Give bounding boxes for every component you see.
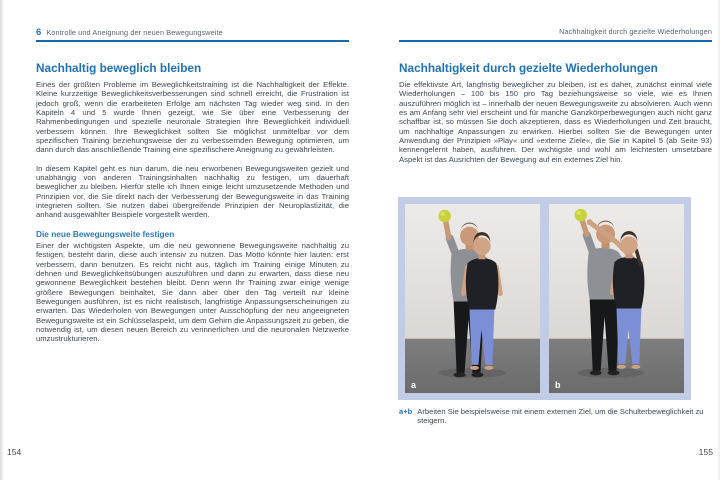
figure-caption-text: Arbeiten Sie beispielsweise mit einem externen Ziel, um die Schulterbeweglichkeit zu steigern. — [417, 407, 704, 426]
left-paragraph-2: In diesem Kapitel geht es nun darum, die neu erworbenen Bewegungsweiten gezielt und unabhängig von anderen Trainingsinhalten nachhaltig zu festigen, um dauerhaft beweglicher zu bleiben. Hierfür stelle ich Ihnen einige leicht umzusetzende Methoden und Prinzipien vor, die Sie direkt nach der Verbesserung der Bewegungsweite in das Training integrieren sollten. Sie nutzen dabei übergreifende Prinzipien der Neuroplastizität, die anhand ausgewählter Beispiele vorgestellt werden. — [36, 163, 349, 220]
right-section-title: Nachhaltigkeit durch gezielte Wiederholungen — [399, 61, 658, 75]
right-paragraph-1: Die effektivste Art, langfristig beweglicher zu bleiben, ist es daher, zunächst einmal viele Wiederholungen – 100 bis 150 pro Tag beziehungsweise so viele, wie es Ihnen auszuführen möglich ist – innerhalb der neuen Bewegungsweite zu absolvieren. Auch wenn es am Anfang sehr viel erscheint und für manche Ganzkörperbewegungen auch nicht ganz schaffbar ist, so müssen Sie doch akzeptieren, dass es Wiederholungen und Zeit braucht, um nachhaltige Anpassungen zu erwirken. Hierbei sollten Sie die Bewegungen unter Anwendung der Prinzipien »Play« und »externe Ziele«, die Sie in Kapitel 5 (ab Seite 93) kennengelernt haben, ausführen. Der wichtigste und wohl am leichtesten umsetzbare Aspekt ist das Ausrichten der Bewegung auf ein externes Ziel hin. — [399, 80, 712, 164]
chapter-number: 6 — [36, 27, 42, 38]
photo-b-illustration — [549, 204, 684, 393]
right-running-head-title: Nachhaltigkeit durch gezielte Wiederholungen — [559, 27, 712, 36]
photo-b-label: b — [555, 380, 561, 390]
left-subheading: Die neue Bewegungsweite festigen — [36, 228, 175, 239]
left-page-number: 154 — [7, 447, 22, 457]
left-paragraph-3: Einer der wichtigsten Aspekte, um die neu gewonnene Bewegungsweite nachhaltig zu festigen, besteht darin, diese auch intensiv zu nutzen. Das Motto könnte hier lauten: erst verbessern, dann benutzen. Es reicht nicht aus, täglich im Training einige Minuten zu dehnen und Beweglichkeitsübungen auszuführen und dann zu erwarten, dass diese neu gewonnene Beweglichkeit bestehen bleibt. Denn wenn Ihr Training zwar einige wenige größere Bewegungen beinhaltet, Sie dann aber über den Tag verteilt nur kleine Bewegungen ausführen, ist es nicht realistisch, langfristige Anpassungserscheinungen zu erwarten. Das Wiederholen von Bewegungen unter Ausschöpfung der neu angeeigneten Bewegungsweite ist ein Schlüsselaspekt, um dem Gehirn die Anpassungszeit zu geben, die notwendig ist, um diesen neuen Bereich zu verinnerlichen und die neuronalen Netzwerke umzustrukturieren. — [36, 240, 349, 344]
right-page-text-column — [399, 62, 712, 173]
left-page-text-column — [36, 62, 349, 353]
photo-a — [405, 204, 540, 393]
left-running-head-title: Kontrolle und Aneignung der neuen Bewegungsweite — [46, 28, 223, 37]
photo-b — [549, 204, 684, 393]
left-running-head — [36, 27, 349, 38]
left-header-rule — [36, 40, 349, 42]
left-section-title: Nachhaltig beweglich bleiben — [36, 61, 202, 75]
book-left-page-edge — [0, 0, 4, 480]
photo-a-illustration — [405, 204, 540, 393]
left-paragraph-1: Eines der größten Probleme im Beweglichkeitstraining ist die Nachhaltigkeit der Effekte. Kleine kurzzeitige Beweglichkeitsverbesserungen sind schnell erreicht, die Frustration ist jedoch groß, wenn die erarbeiteten Erfolge am nächsten Tag wieder weg sind. In den Kapiteln 4 und 5 wurde Ihnen gezeigt, wie Sie über eine Verbesserung der Rahmenbedingungen und spezielle neuronale Strategien Ihre Beweglichkeit individuell verbessern können. Ihre Beweglichkeit sollten Sie möglichst unmittelbar vor dem spezifischen Training beziehungsweise der zu verbessernden Bewegung optimieren, um dann durch das anschließende Training eine spezifischere Aneignung zu gewährleisten. — [36, 80, 349, 155]
figure-caption-prefix: a+b — [399, 407, 413, 416]
figure-caption — [399, 407, 704, 426]
right-running-head — [399, 27, 712, 36]
exercise-figure-frame — [398, 197, 691, 400]
right-header-rule — [399, 40, 712, 42]
photo-a-label: a — [411, 380, 417, 390]
right-page-number: 155 — [698, 447, 713, 457]
